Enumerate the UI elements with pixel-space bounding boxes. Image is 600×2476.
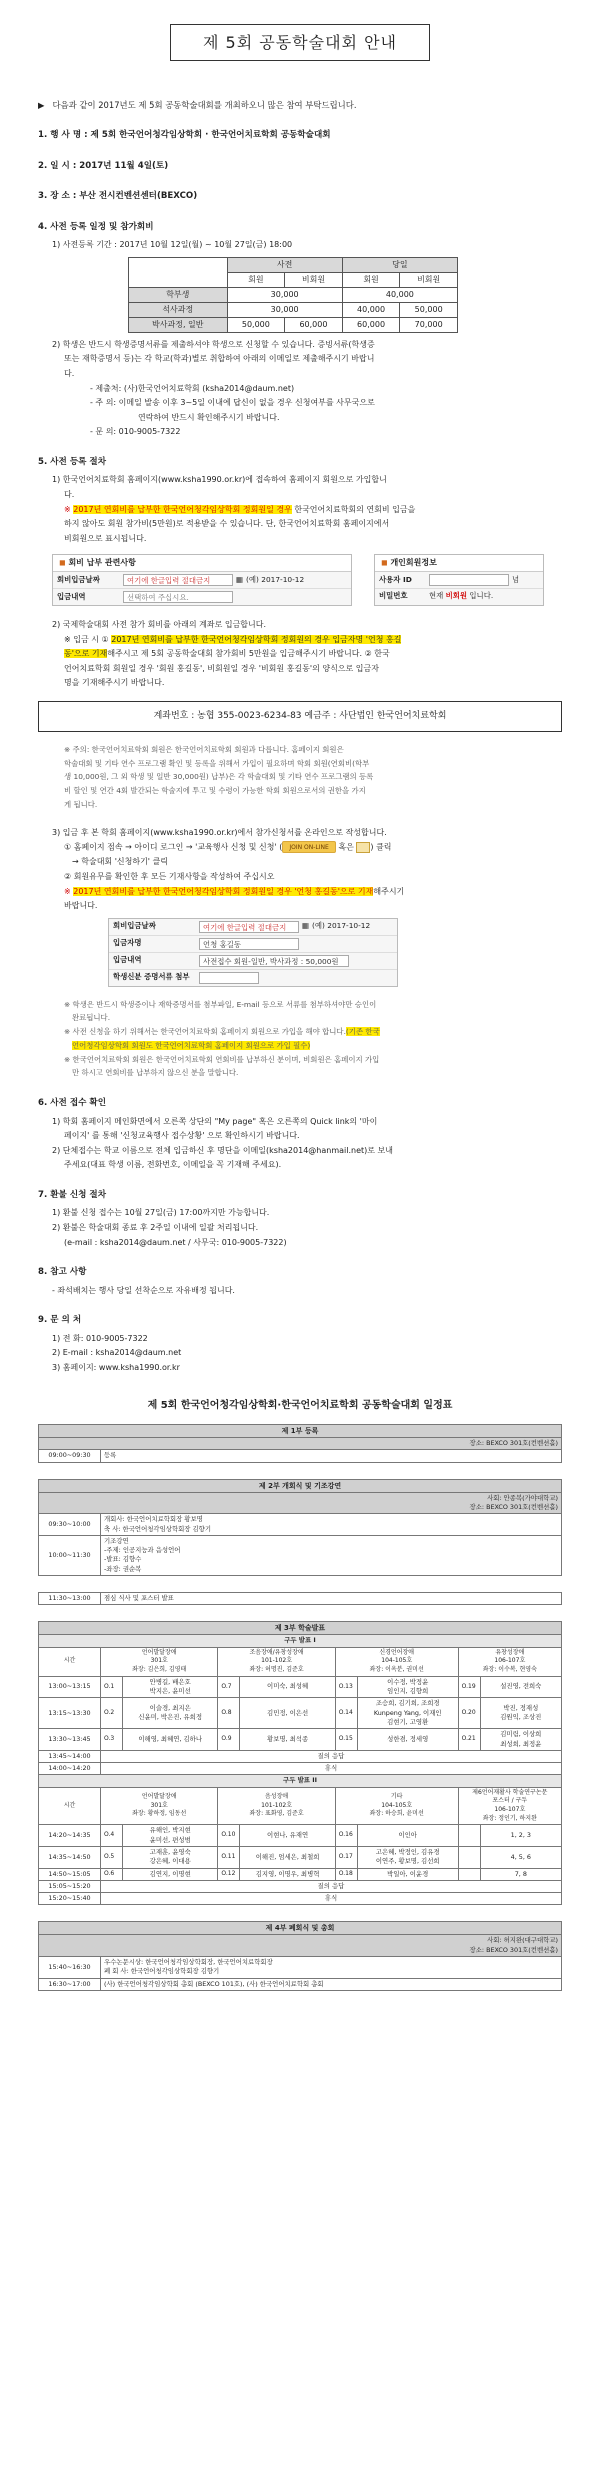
presenters: 이인아 [357, 1825, 458, 1847]
paper-id: O.19 [458, 1676, 480, 1698]
table-row [39, 1846, 562, 1868]
schedule-part2-table: 제 2부 개회식 및 기조강연 사회: 안종복(가야대학교) 장소: BEXCO 301호(컨벤션홀) 09:30~10:00 개회사: 한국언어치료학회장 황보명 축 사: 한국언어청각임상학회장 김향기 10:00~11:30 기조강연 -주제: 인공지능과 음성언어 -발표: 김향수 -좌장: 권순복 [38, 1479, 562, 1576]
calendar-icon[interactable]: ▦ [302, 921, 309, 931]
intro-text: ▶ 다음과 같이 2017년도 제 5회 공동학술대회를 개최하오니 많은 참여 부탁드립니다. [38, 100, 357, 111]
presenters: 유해인, 박지현 윤미선, 편성범 [123, 1825, 218, 1847]
schedule-part3-table: 제 3부 학술발표 구두 발표 I 시간 언어발달장애 301호 좌장: 김은희, 김영태 조음장애/유창성장애 101-102호 좌장: 허명진, 김준호 신경언어장애 104-105호 좌장: 이옥분, 권미선 유창성장애 106-107호 좌장: 이수복, 현영숙 13:00~13:15 O.1 안병길, 배은호 박지은, 윤미선 O.7 이미숙, 최성혜 O.13 이수정, 박정윤 임인지, 김향희 O.19 설진영, 전희숙 13:15~13:30 O.2 이슬경, 최지은 신윤미, 박은진, 유희정 O.8 김민정, 이은선 O.14 조승희, 김기희, 조희경 Kunpeng Yang, 이재인 김현기, 고영환 O.20 박진, 정재성 김원익, 조상진 13:30~13:45 O.3 이해영, 최혜연, 김하나 O.9 황보명, 최석종 O.15 성한겸, 정세영 O.21 김미림, 이상희 최성희, 최정윤 13:45~14:00 질의 응답 14:00~14:20 휴식 구두 발표 II 시간 언어발달장애 301호 좌장: 황하정, 임동선 음성장애 101-102호 좌장: 표화영, 김준호 기타 104-105호 좌장: 하승희, 윤미선 제6언어재활사 학술연구논문 포스터 / 구두 106-107호 좌장: 정인기, 하지완 14:20~14:35 O.4 유해인, 박지현 윤미선, 편성범 O.10 이현나, 유재연 O.16 이인아 1, 2, 3 14:35~14:50 O.5 고재훈, 윤영숙 강은혜, 이대용 O.11 이해진, 엄세은, 최철희 O.17 고은혜, 박정인, 김유경 이연주, 황보명, 김선희 4, 5, 6 14:50~15:05 O.6 김연지, 이명현 O.12 김지영, 이명우, 최병혁 O.18 박일아, 이윤경 7, 8 15:05~15:20 질의 응답 15:20~15:40 휴식 [38, 1621, 562, 1905]
section-registration-fee: 4. 사전 등록 일정 및 참가회비 1) 사전등록 기간 : 2017년 10월 12일(월) ~ 10월 27일(금) 18:00 사전 당일 회원 비회원 회원 비회원 학부생 30,000 40,000 석사과정 30,000 40,000 50,000 박사과정, 일반 50,000 60,000 60,000 70,000 2) 학생은 반드시 학생증명서류를 제출하셔야 학생으로 신청할 수 있습니다. 증빙서류(학생증 또는 재학증명서 등)는 각 학교(학과)별로 취합하여 아래의 이메일로 제출해주시기 바랍니 다. - 제출처: (사)한국언어치료학회 (ksha2014@daum.net) - 주 의: 이메일 발송 이후 3~5일 이내에 답신이 없을 경우 신청여부를 사무국으로 연락하여 반드시 확인해주시기 바랍니다. - 문 의: 010-9005-7322 [38, 221, 562, 438]
fee-row-undergrad: 학부생 30,000 40,000 [129, 287, 458, 302]
session-header-cell: 언어발달장애 301호 좌장: 황하정, 임동선 [101, 1787, 218, 1825]
join-online-button[interactable]: JOIN ON-LINE [282, 841, 335, 853]
session-header-cell: 조음장애/유창성장애 101-102호 좌장: 허명진, 김준호 [218, 1647, 335, 1676]
paper-id: O.20 [458, 1698, 480, 1729]
presenters: 이수정, 박정윤 임인지, 김향희 [357, 1676, 458, 1698]
table-row [39, 1763, 562, 1775]
break-cell: 휴식 [101, 1763, 562, 1775]
presenters: 고은혜, 박정인, 김유경 이연주, 황보명, 김선희 [357, 1846, 458, 1868]
paper-id [458, 1868, 480, 1880]
member-note: ※ 주의: 한국언어치료학회 회원은 한국언어치료학회 회원과 다릅니다. 홈페이지 회원은 학술대회 및 기타 연수 프로그램 확인 및 등록을 위해서 가입이 필요하며 학회 회원(연회비(학부 생 10,000원, 그 외 학생 및 일반 30,000원) 납부)은 각 학술대회 및 기타 연수 프로그램의 등록 비 할인 및 연간 4회 발간되는 학술지에 투고 및 수령이 가능한 학회 회원으로서의 권한을 가지 게 됩니다. [64, 744, 374, 809]
presenters: 성한겸, 정세영 [357, 1729, 458, 1751]
paper-id: O.5 [101, 1846, 123, 1868]
time-cell: 14:20~14:35 [39, 1825, 101, 1847]
calendar-icon[interactable]: ▦ [236, 574, 243, 584]
triangle-bullet-icon: ▶ [38, 100, 45, 111]
user-id-input[interactable] [429, 574, 509, 586]
paper-id: O.16 [335, 1825, 357, 1847]
presenters: 이해영, 최혜연, 김하나 [123, 1729, 218, 1751]
break-cell: 휴식 [101, 1893, 562, 1905]
paper-id: O.13 [335, 1676, 357, 1698]
presenters: 박일아, 이윤경 [357, 1868, 458, 1880]
presenters: 4, 5, 6 [480, 1846, 561, 1868]
time-cell: 13:45~14:00 [39, 1750, 101, 1762]
paper-id: O.17 [335, 1846, 357, 1868]
paper-id: O.6 [101, 1868, 123, 1880]
presenters: 박진, 정재성 김원익, 조상진 [480, 1698, 561, 1729]
deposit-type-select[interactable]: 사전접수 회원-일반, 박사과정 : 50,000원 [199, 955, 349, 967]
table-row [39, 1750, 562, 1762]
presenters: 7, 8 [480, 1868, 561, 1880]
depositor-name-input[interactable]: 언청 홍길동 [199, 938, 299, 950]
time-cell: 15:05~15:20 [39, 1880, 101, 1892]
table-row [39, 1868, 562, 1880]
presenters: 조승희, 김기희, 조희경 Kunpeng Yang, 이재인 김현기, 고영환 [357, 1698, 458, 1729]
paper-id: O.11 [218, 1846, 240, 1868]
presenters: 이현나, 유재연 [240, 1825, 335, 1847]
section-notes: 8. 참고 사항 - 좌석배치는 행사 당일 선착순으로 자유배정 됩니다. [38, 1267, 235, 1295]
presenters: 이미숙, 최성혜 [240, 1676, 335, 1698]
table-row [39, 1676, 562, 1698]
table-row [39, 1698, 562, 1729]
schedule-part1-table: 제 1부 등록 장소: BEXCO 301호(컨벤션홀) 09:00~09:30 등록 [38, 1424, 562, 1463]
fee-row-master: 석사과정 30,000 40,000 50,000 [129, 302, 458, 317]
oral-session-2 [39, 1787, 562, 1905]
application-notes: ※ 학생은 반드시 학생증이나 재학증명서를 첨부파일, E-mail 등으로 서류를 첨부하셔야만 승인이 완료됩니다. ※ 사전 신청을 하기 위해서는 한국언어치료학회 홈페이지 회원으로 가입을 해야 합니다.(기존 한국 언어청각임상학회 회원도 한국언어치료학회 홈페이지 회원으로 가입 필수) ※ 한국언어치료학회 회원은 한국언어치료학회 연회비를 납부하신 분이며, 비회원은 홈페이지 가입 만 하시고 연회비를 납부하지 않으신 분을 말합니다. [64, 999, 380, 1078]
presenters: 이슬경, 최지은 신윤미, 박은진, 유희정 [123, 1698, 218, 1729]
presenters: 김민정, 이은선 [240, 1698, 335, 1729]
fee-payment-panel: ◼ 회비 납부 관련사항 회비입금날짜 여기에 한글입력 절대금지 ▦ (예) 2017-10-12 입금내역 선택하여 주십시요. [52, 554, 352, 606]
paper-id [458, 1825, 480, 1847]
paper-id [458, 1846, 480, 1868]
break-cell: 질의 응답 [101, 1750, 562, 1762]
paper-id: O.14 [335, 1698, 357, 1729]
apply-icon[interactable] [356, 842, 370, 853]
schedule-part4-table: 제 4부 폐회식 및 총회 사회: 허지완(대구대학교) 장소: BEXCO 301호(컨벤션홀) 15:40~16:30 우수논문시상: 한국언어청각임상학회장, 한국언어치료학회장 폐 회 사: 한국언어청각임상학회장 김향기 16:30~17:00 (사) 한국언어청각임상학회 총회 (BEXCO 101호), (사) 한국언어치료학회 총회 [38, 1921, 562, 1991]
application-form-sample: 회비입금날짜 여기에 한글입력 절대금지 ▦ (예) 2017-10-12 입금자명 언청 홍길동 입금내역 사전접수 회원-일반, 박사과정 : 50,000원 학생신분 증명서류 첨부 [108, 918, 398, 987]
member-info-panel: ◼ 개인회원정보 사용자 ID 넘 비밀번호 현재 비회원 입니다. [374, 554, 544, 606]
session-header-cell: 시간 [39, 1647, 101, 1676]
paper-id: O.2 [101, 1698, 123, 1729]
student-proof-file-input[interactable] [199, 972, 259, 984]
time-cell: 15:20~15:40 [39, 1893, 101, 1905]
paper-id: O.4 [101, 1825, 123, 1847]
bank-account-box: 계좌번호 : 농협 355-0023-6234-83 예금주 : 사단법인 한국언어치료학회 [38, 701, 562, 732]
schedule-lunch-table: 11:30~13:00 점심 식사 및 포스터 발표 [38, 1592, 562, 1605]
time-cell: 14:50~15:05 [39, 1868, 101, 1880]
session-header-cell: 음성장애 101-102호 좌장: 표화영, 김준호 [218, 1787, 335, 1825]
section-refund: 7. 환불 신청 절차 1) 환불 신청 접수는 10월 27일(금) 17:00까지만 가능합니다. 2) 환불은 학술대회 종료 후 2주일 이내에 일괄 처리됩니다. (e-mail : ksha2014@daum.net / 사무국: 010-9005-7322) [38, 1189, 287, 1247]
session-header-cell: 유창성장애 106-107호 좌장: 이수복, 현영숙 [458, 1647, 561, 1676]
fee-row-doctor: 박사과정, 일반 50,000 60,000 60,000 70,000 [129, 317, 458, 332]
section-confirmation: 6. 사전 접수 확인 1) 학회 홈페이지 메인화면에서 오른쪽 상단의 "My page" 혹은 오른쪽의 Quick link의 '마이 페이지' 를 통해 '신청교육행사 접수상황' 으로 확인하시기 바랍니다. 2) 단체접수는 학교 이름으로 전체 입금하신 후 명단을 이메일(ksha2014@hanmail.net)로 보내 주세요(대표 학생 이름, 전화번호, 이메일을 꼭 기재해 주세요). [38, 1098, 393, 1170]
presenters: 김지영, 이명우, 최병혁 [240, 1868, 335, 1880]
table-row [39, 1729, 562, 1751]
presenters: 김미림, 이상희 최성희, 최정윤 [480, 1729, 561, 1751]
table-row [39, 1893, 562, 1905]
paper-id: O.1 [101, 1676, 123, 1698]
time-cell: 13:30~13:45 [39, 1729, 101, 1751]
paper-id: O.7 [218, 1676, 240, 1698]
time-cell: 13:00~13:15 [39, 1676, 101, 1698]
application-date-input[interactable]: 여기에 한글입력 절대금지 [199, 921, 299, 933]
paper-id: O.12 [218, 1868, 240, 1880]
paper-id: O.21 [458, 1729, 480, 1751]
time-cell: 14:35~14:50 [39, 1846, 101, 1868]
presenters: 김연지, 이명현 [123, 1868, 218, 1880]
session-header-cell: 신경언어장애 104-105호 좌장: 이옥분, 권미선 [335, 1647, 458, 1676]
time-cell: 14:00~14:20 [39, 1763, 101, 1775]
oral-session-1 [39, 1647, 562, 1775]
paper-id: O.15 [335, 1729, 357, 1751]
payment-date-input[interactable]: 여기에 한글입력 절대금지 [123, 574, 233, 586]
paper-id: O.3 [101, 1729, 123, 1751]
table-row [39, 1880, 562, 1892]
document-title: 제 5회 공동학술대회 안내 [170, 24, 430, 61]
presenters: 1, 2, 3 [480, 1825, 561, 1847]
session-header-cell: 시간 [39, 1787, 101, 1825]
time-cell: 13:15~13:30 [39, 1698, 101, 1729]
presenters: 이해진, 엄세은, 최철희 [240, 1846, 335, 1868]
presenters: 고재훈, 윤영숙 강은혜, 이대용 [123, 1846, 218, 1868]
section-place: 3. 장 소 : 부산 전시컨벤션센터(BEXCO) [38, 191, 198, 202]
paper-id: O.9 [218, 1729, 240, 1751]
paper-id: O.10 [218, 1825, 240, 1847]
session-header-cell: 기타 104-105호 좌장: 하승희, 윤미선 [335, 1787, 458, 1825]
presenters: 황보명, 최석종 [240, 1729, 335, 1751]
session-header-row [39, 1787, 562, 1825]
paper-id: O.8 [218, 1698, 240, 1729]
break-cell: 질의 응답 [101, 1880, 562, 1892]
fee-payment-form-sample [52, 554, 562, 606]
table-row [39, 1825, 562, 1847]
session-header-cell: 제6언어재활사 학술연구논문 포스터 / 구두 106-107호 좌장: 정인기, 하지완 [458, 1787, 561, 1825]
schedule-title: 제 5회 한국언어청각임상학회·한국언어치료학회 공동학술대회 일정표 [147, 1400, 453, 1412]
section-event-name: 1. 행 사 명 : 제 5회 한국언어청각임상학회 · 한국언어치료학회 공동학술대회 [38, 130, 331, 141]
payment-type-select[interactable]: 선택하여 주십시요. [123, 591, 233, 603]
session-header-row [39, 1647, 562, 1676]
fee-table: 사전 당일 회원 비회원 회원 비회원 학부생 30,000 40,000 석사과정 30,000 40,000 50,000 박사과정, 일반 50,000 60,000 60,000 70,000 [128, 257, 458, 333]
presenters: 안병길, 배은호 박지은, 윤미선 [123, 1676, 218, 1698]
section-registration-procedure: 5. 사전 등록 절차 1) 한국언어치료학회 홈페이지(www.ksha1990.or.kr)에 접속하여 홈페이지 회원으로 가입합니 다. ※ 2017년 연회비를 납부한 한국언어청각임상학회 정회원일 경우 한국언어치료학회의 연회비 입금을 하지 않아도 회원 참가비(5만원)로 적용받을 수 있습니다. 단, 한국언어치료학회 홈페이지에서 비회원으로 표시됩니다. ◼ 회비 납부 관련사항 회비입금날짜 여기에 한글입력 절대금지 ▦ (예) 2017-10-12 입금내역 선택하여 주십시요. ◼ 개인회원정보 사용자 ID 넘 비밀번호 현재 비회원 입니다. 2) 국제학술대회 사전 참가 회비를 아래의 계좌로 입금합니다. ※ 입금 시 ① 2017년 연회비를 납부한 한국언어청각임상학회 정회원의 경우 입금자명 '언청 홍길 동'으로 기재해주시고 제 5회 공동학술대회 참가회비 5만원을 입금해주시기 바랍니다. ② 한국 언어치료학회 회원일 경우 '회원 홍길동', 비회원일 경우 '비회원 홍길동'의 양식으로 입금자 명을 기재해주시기 바랍니다. 계좌번호 : 농협 355-0023-6234-83 예금주 : 사단법인 한국언어치료학회 ※ 주의: 한국언어치료학회 회원은 한국언어치료학회 회원과 다릅니다. 홈페이지 회원은 학술대회 및 기타 연수 프로그램 확인 및 등록을 위해서 가입이 필요하며 학회 회원(연회비(학부 생 10,000원, 그 외 학생 및 일반 30,000원) 납부)은 각 학술대회 및 기타 연수 프로그램의 등록 비 할인 및 연간 4회 발간되는 학술지에 투고 및 수령이 가능한 학회 회원으로서의 권한을 가지 게 됩니다. 3) 입금 후 본 학회 홈페이지(www.ksha1990.or.kr)에서 참가신청서를 온라인으로 작성합니다. ① 홈페이지 접속 → 아이디 로그인 → '교육행사 신청 및 신청' ( JOIN ON-LINE 혹은 ) 클릭 → 학술대회 '신청하기' 클릭 ② 회원유무를 확인한 후 모든 기재사항을 작성하여 주십시오 ※ 2017년 연회비를 납부한 한국언어청각임상학회 정회원일 경우 '언청 홍길동'으로 기재해주시기 바랍니다. 회비입금날짜 여기에 한글입력 절대금지 ▦ (예) 2017-10-12 입금자명 언청 홍길동 입금내역 사전접수 회원-일반, 박사과정 : 50,000원 학생신분 증명서류 첨부 ※ 학생은 반드시 학생증이나 재학증명서를 첨부파일, E-mail 등으로 서류를 첨부하셔야만 승인이 완료됩니다. ※ 사전 신청을 하기 위해서는 한국언어치료학회 홈페이지 회원으로 가입을 해야 합니다.(기존 한국 언어청각임상학회 회원도 한국언어치료학회 홈페이지 회원으로 가입 필수) ※ 한국언어치료학회 회원은 한국언어치료학회 연회비를 납부하신 분이며, 비회원은 홈페이지 가입 만 하시고 연회비를 납부하지 않으신 분을 말합니다. [38, 456, 562, 1079]
section-contact: 9. 문 의 처 1) 전 화: 010-9005-7322 2) E-mail : ksha2014@daum.net 3) 홈페이지: www.ksha1990.or.kr [38, 1315, 182, 1372]
section-date: 2. 일 시 : 2017년 11월 4일(토) [38, 160, 169, 171]
paper-id: O.18 [335, 1868, 357, 1880]
session-header-cell: 언어발달장애 301호 좌장: 김은희, 김영태 [101, 1647, 218, 1676]
presenters: 설진영, 전희숙 [480, 1676, 561, 1698]
